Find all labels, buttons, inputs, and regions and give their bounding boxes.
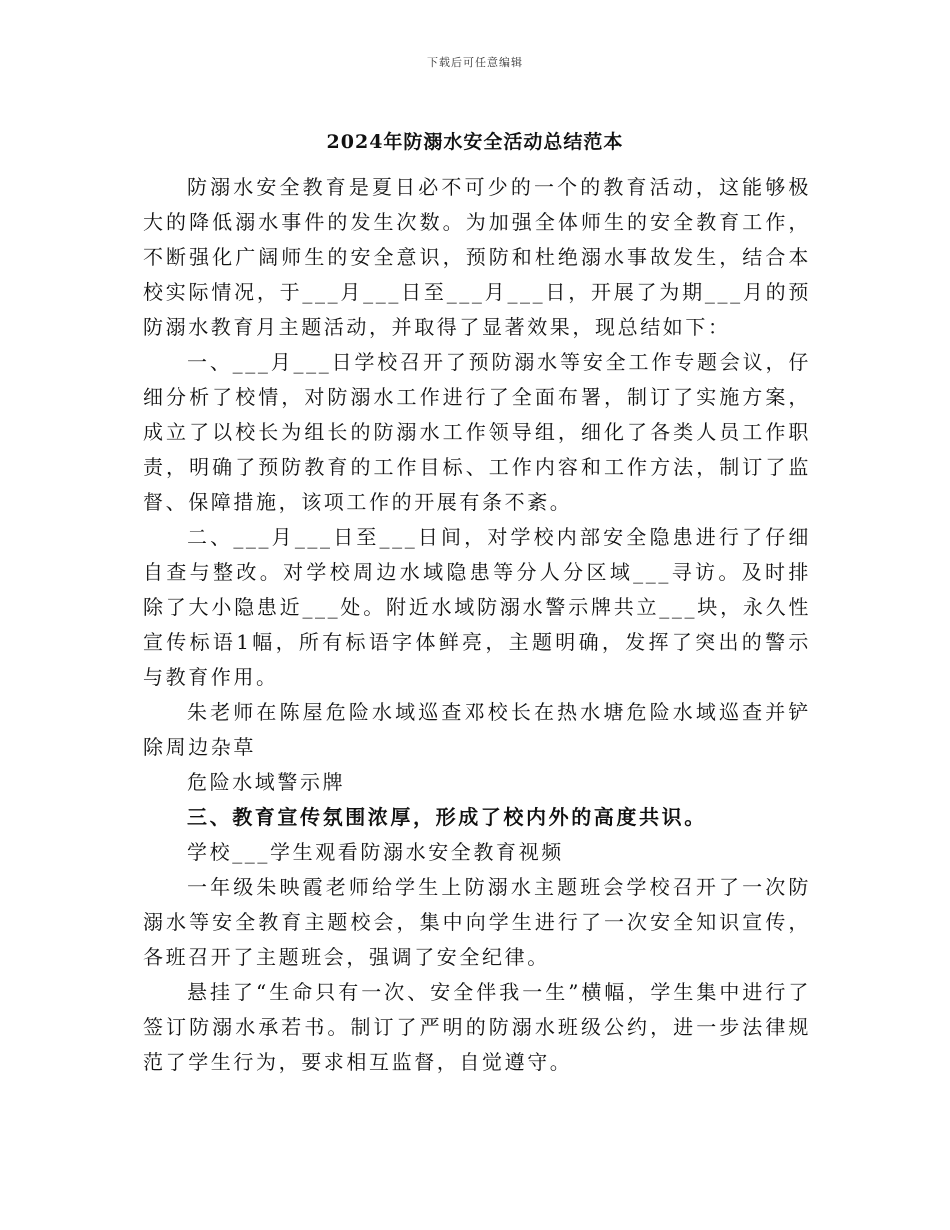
paragraph-class-meeting: 一年级朱映霞老师给学生上防溺水主题班会学校召开了一次防溺水等安全教育主题校会，集中向学生进行了一次安全知识宣传，各班召开了主题班会，强调了安全纪律。 [143,875,811,969]
paragraph-section-2: 二、___月___日至___日间，对学校内部安全隐患进行了仔细自查与整改。对学校周边水域隐患等分人分区域___寻访。及时排除了大小隐患近___处。附近水域防溺水警示牌共立___块，永久性宣传标语1幅，所有标语字体鲜亮，主题明确，发挥了突出的警示与教育作用。 [143,525,811,689]
paragraph-photo-caption-patrol: 朱老师在陈屋危险水域巡查邓校长在热水塘危险水域巡查并铲除周边杂草 [143,700,811,759]
document-title: 2024年防溺水安全活动总结范本 [326,131,624,153]
paragraph-intro: 防溺水安全教育是夏日必不可少的一个的教育活动，这能够极大的降低溺水事件的发生次数。为加强全体师生的安全教育工作，不断强化广阔师生的安全意识，预防和杜绝溺水事故发生，结合本校实际情况，于___月___日至___月___日，开展了为期___月的预防溺水教育月主题活动，并取得了显著效果，现总结如下： [143,175,811,339]
header-note: 下载后可任意编辑 [427,56,523,69]
paragraph-banner: 悬挂了“生命只有一次、安全伴我一生”横幅，学生集中进行了签订防溺水承若书。制订了严明的防溺水班级公约，进一步法律规范了学生行为，要求相互监督，自觉遵守。 [143,980,811,1074]
paragraph-photo-caption-sign: 危险水域警示牌 [187,770,346,794]
document-body [143,170,811,1080]
paragraph-section-1: 一、___月___日学校召开了预防溺水等安全工作专题会议，仔细分析了校情，对防溺水工作进行了全面布署，制订了实施方案，成立了以校长为组长的防溺水工作领导组，细化了各类人员工作职责，明确了预防教育的工作目标、工作内容和工作方法，制订了监督、保障措施，该项工作的开展有条不紊。 [143,350,811,514]
paragraph-photo-caption-video: 学校___学生观看防溺水安全教育视频 [187,840,564,864]
section-heading-3: 三、教育宣传氛围浓厚，形成了校内外的高度共识。 [187,805,707,829]
